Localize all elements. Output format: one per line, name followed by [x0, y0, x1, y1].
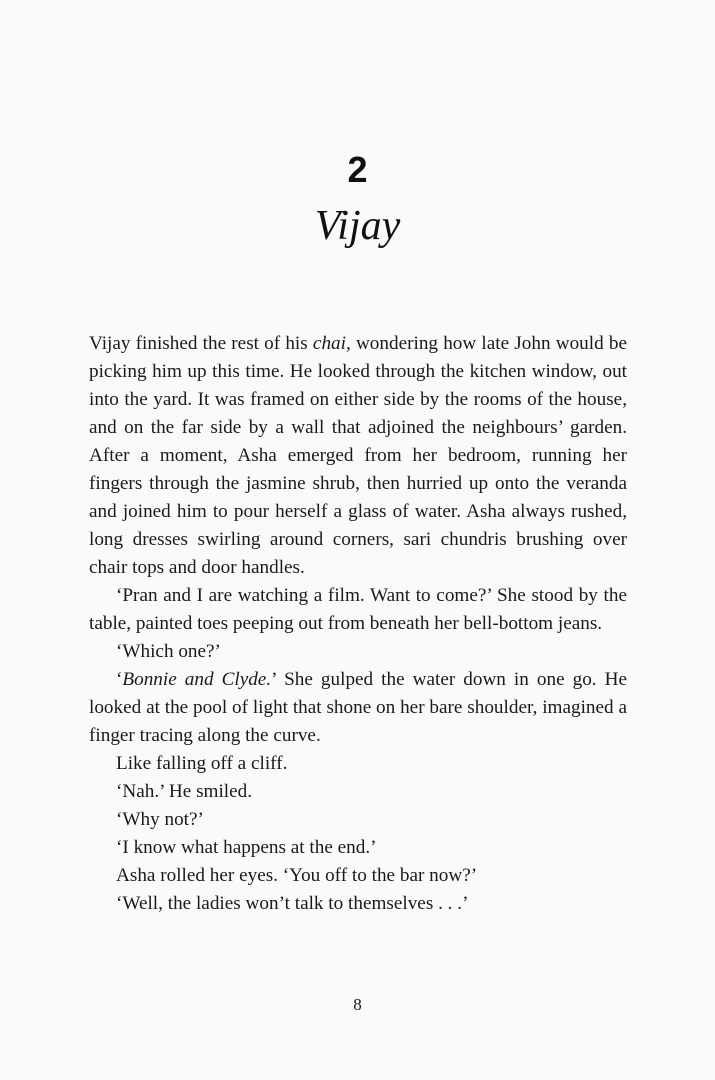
- text-run: ‘I know what happens at the end.’: [116, 837, 377, 858]
- text-run: wondering how late John would be picking him up this time. He looked through the kitchen window, out into the yard. It was framed on either side by the rooms of the house, and on the far side by a wall that adjoined the neighbours’ garden. After a moment, Asha emerged from her bedroom, running her fingers through the jasmine shrub, then hurried up onto the veranda and joined him to pour herself a glass of water. Asha always rushed, long dresses swirling around corners, sari chundris brushing over chair tops and door handles.: [89, 333, 627, 578]
- chapter-body: [89, 330, 627, 918]
- italic-text: chai,: [312, 333, 351, 354]
- text-run: ‘: [116, 669, 123, 690]
- text-run: Vijay finished the rest of his: [89, 333, 313, 354]
- text-run: ‘Well, the ladies won’t talk to themselves . . .’: [116, 893, 469, 914]
- paragraph: [89, 666, 627, 750]
- text-run: ‘Why not?’: [116, 809, 204, 830]
- paragraph: [89, 806, 627, 834]
- paragraph: [89, 638, 627, 666]
- paragraph: [89, 890, 627, 918]
- paragraph: [89, 862, 627, 890]
- text-run: Like falling off a cliff.: [116, 753, 288, 774]
- text-run: ‘Which one?’: [116, 641, 221, 662]
- text-run: ‘Nah.’ He smiled.: [116, 781, 253, 802]
- paragraph: [89, 330, 627, 582]
- text-run: Asha rolled her eyes. ‘You off to the bar now?’: [116, 865, 478, 886]
- text-run: ‘Pran and I are watching a film. Want to come?’ She stood by the table, painted toes peeping out from beneath her bell-bottom jeans.: [89, 585, 627, 634]
- text-run: ’ She gulped the water down in one go. He looked at the pool of light that shone on her bare shoulder, imagined a finger tracing along the curve.: [89, 669, 627, 746]
- paragraph: [89, 750, 627, 778]
- paragraph: [89, 834, 627, 862]
- chapter-title: Vijay: [314, 203, 401, 249]
- chapter-number: 2: [347, 149, 368, 190]
- italic-text: Bonnie and Clyde.: [122, 669, 272, 690]
- paragraph: [89, 778, 627, 806]
- paragraph: [89, 582, 627, 638]
- page-number: 8: [353, 995, 362, 1014]
